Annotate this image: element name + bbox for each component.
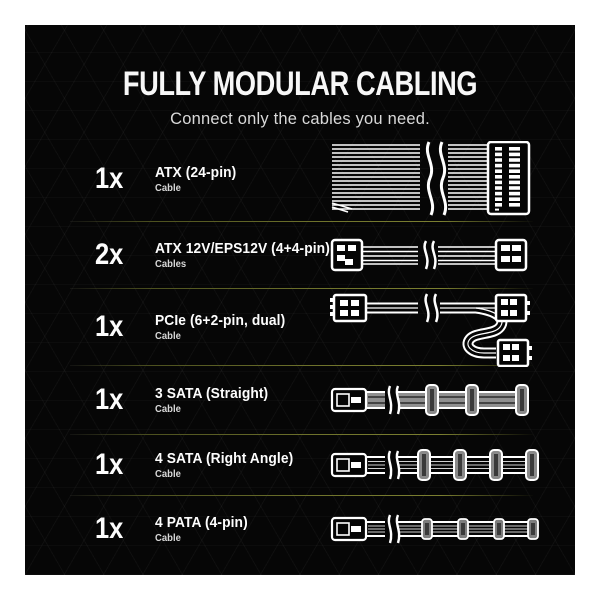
cable-row-pata [25, 496, 575, 562]
cable-unit: Cables [155, 259, 187, 270]
cable-illustration [330, 233, 555, 277]
cable-name: 3 SATA (Straight) [155, 385, 269, 402]
cable-unit: Cable [155, 469, 181, 480]
cable-illustration [330, 141, 555, 217]
cable-name: ATX 12V/EPS12V (4+4-pin) [155, 240, 330, 257]
cable-name: ATX (24-pin) [155, 164, 237, 181]
qty-label: 2x [95, 238, 124, 271]
cable-name: 4 PATA (4-pin) [155, 514, 248, 531]
pata-4pin-cable-icon [330, 511, 542, 547]
cable-row-atx-24pin [25, 137, 575, 221]
cable-illustration [330, 445, 555, 485]
cable-list [25, 137, 575, 562]
cable-name: PCIe (6+2-pin, dual) [155, 312, 286, 329]
qty-label: 1x [95, 448, 124, 481]
cable-row-pcie [25, 289, 575, 365]
cable-unit: Cable [155, 183, 181, 194]
infographic-panel [25, 25, 575, 575]
atx-24pin-cable-icon [330, 141, 535, 217]
cable-unit: Cable [155, 331, 181, 342]
cable-illustration [330, 380, 555, 420]
eps-4plus4-cable-icon [330, 233, 530, 277]
cable-illustration [330, 511, 555, 547]
qty-label: 1x [95, 383, 124, 416]
sata-straight-cable-icon [330, 380, 540, 420]
page-subtitle: Connect only the cables you need. [170, 110, 430, 128]
cable-illustration [330, 287, 555, 367]
pcie-dual-cable-icon [330, 287, 540, 367]
qty-label: 1x [95, 310, 124, 343]
cable-row-sata-right-angle [25, 435, 575, 495]
cable-unit: Cable [155, 533, 181, 544]
qty-label: 1x [95, 512, 124, 545]
sata-right-angle-cable-icon [330, 445, 542, 485]
cable-unit: Cable [155, 404, 181, 415]
cable-name: 4 SATA (Right Angle) [155, 450, 294, 467]
cable-row-eps [25, 222, 575, 288]
page-title: FULLY MODULAR CABLING [122, 65, 478, 103]
cable-row-sata-straight [25, 366, 575, 434]
qty-label: 1x [95, 162, 124, 195]
